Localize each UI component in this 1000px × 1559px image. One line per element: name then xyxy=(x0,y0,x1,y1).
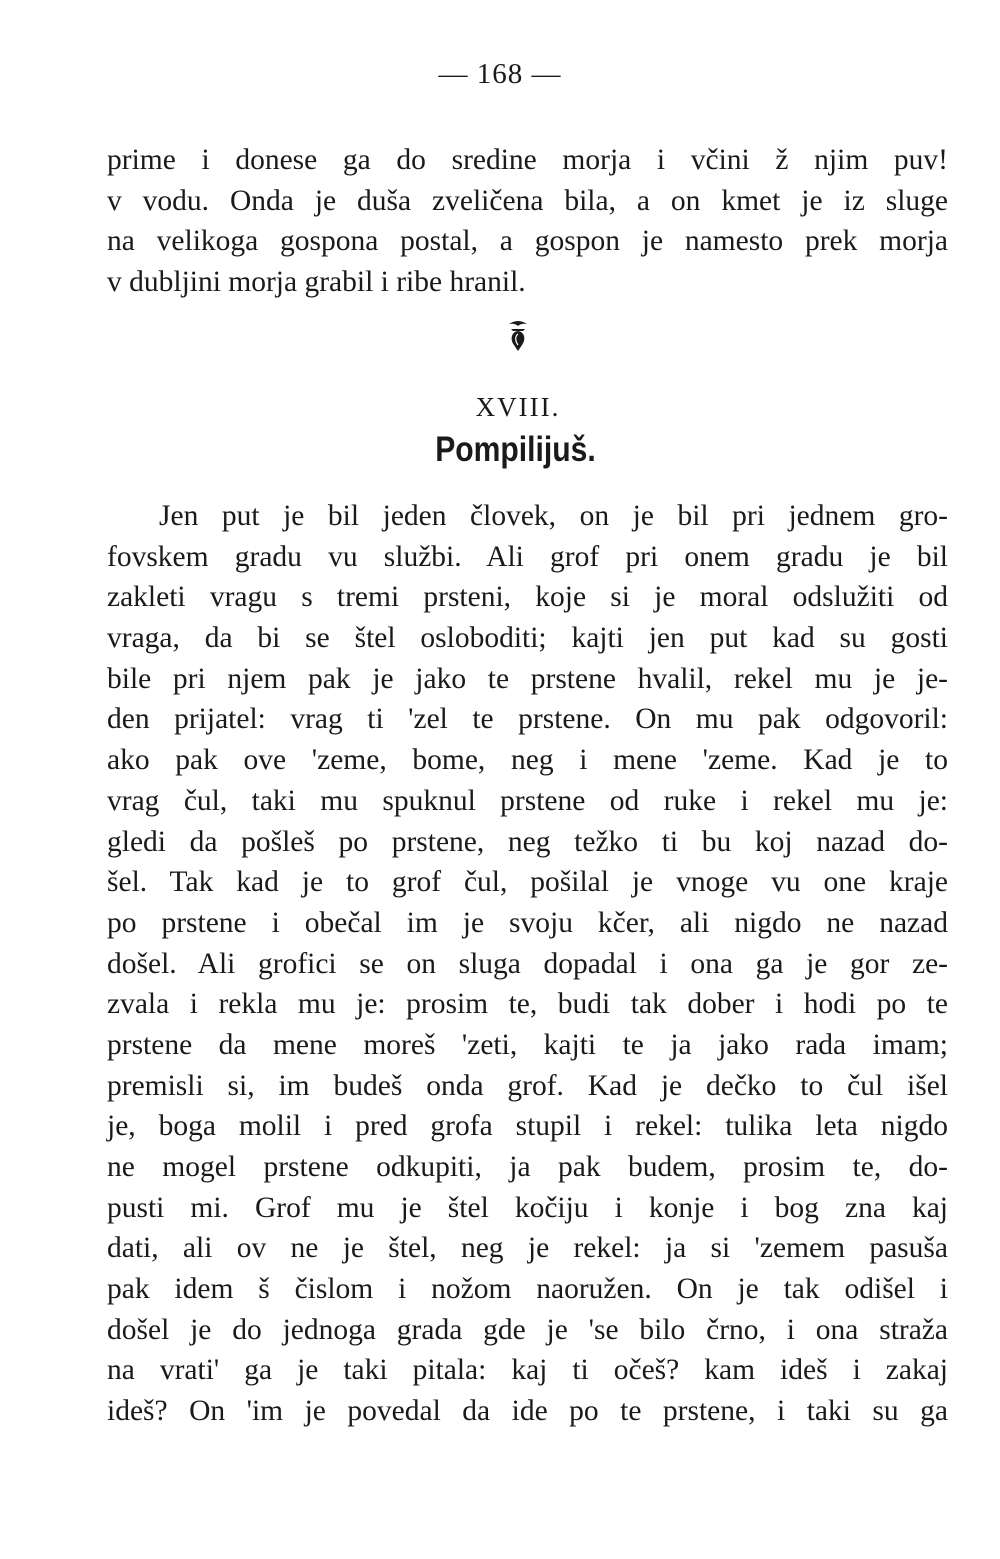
text-line: ne mogel prstene odkupiti, ja pak budem, prosim te, do- xyxy=(107,1151,948,1183)
text-line: na vrati' ga je taki pitala: kaj ti očeš? kam ideš i zakaj xyxy=(107,1354,948,1387)
page-number: — 168 — xyxy=(438,58,562,90)
text-line: prstene da mene moreš 'zeti, kajti te ja jako rada imam; xyxy=(107,1028,948,1061)
text-line: pak idem š čislom i nožom naoružen. On je tak odišel i xyxy=(107,1273,948,1306)
text-line: v vodu. Onda je duša zveličena bila, a on kmet je iz sluge xyxy=(107,184,948,217)
text-line: je, boga molil i pred grofa stupil i rekel: tulika leta nigdo xyxy=(107,1110,948,1143)
text-line: došel. Ali grofici se on sluga dopadal i ona ga je gor ze- xyxy=(107,947,948,980)
text-line: vraga, da bi se štel osloboditi; kajti jen put kad su gosti xyxy=(107,622,948,655)
text-line: na velikoga gospona postal, a gospon je namesto prek morja xyxy=(107,225,948,258)
text-line: po prstene i obečal im je svoju kčer, ali nigdo ne nazad xyxy=(107,906,948,939)
text-line: zakleti vragu s tremi prsteni, koje si je moral odslužiti od xyxy=(107,581,948,614)
floral-ornament-icon xyxy=(507,318,529,352)
main-paragraph xyxy=(107,496,948,1432)
text-line: fovskem gradu vu službi. Ali grof pri onem gradu je bil xyxy=(107,540,948,573)
text-line: premisli si, im budeš onda grof. Kad je dečko to čul išel xyxy=(107,1069,948,1102)
text-line: vrag čul, taki mu spuknul prstene od ruke i rekel mu je: xyxy=(107,784,948,817)
text-line: v dubljini morja grabil i ribe hranil. xyxy=(107,266,526,299)
text-line: bile pri njem pak je jako te prstene hvalil, rekel mu je je- xyxy=(107,662,948,695)
chapter-title: Pompilijuš. xyxy=(435,430,596,469)
text-line: ideš? On 'im je povedal da ide po te prstene, i taki su ga xyxy=(107,1395,948,1428)
text-line: gledi da pošleš po prstene, neg težko ti bu koj nazad do- xyxy=(107,825,948,858)
chapter-number: XVIII. xyxy=(475,392,561,422)
text-line: den prijatel: vrag ti 'zel te prstene. On mu pak odgovoril: xyxy=(107,703,948,736)
text-line: dati, ali ov ne je štel, neg je rekel: ja si 'zemem pasuša xyxy=(107,1232,948,1265)
text-line: šel. Tak kad je to grof čul, pošilal je vnoge vu one kraje xyxy=(107,866,948,899)
text-line: zvala i rekla mu je: prosim te, budi tak dober i hodi po te xyxy=(107,988,948,1021)
text-line: prime i donese ga do sredine morja i včini ž njim puv! xyxy=(107,144,948,176)
text-line: Jen put je bil jeden človek, on je bil pri jednem gro- xyxy=(159,500,948,532)
text-line: došel je do jednoga grada gde je 'se bilo črno, i ona straža xyxy=(107,1313,948,1346)
top-paragraph xyxy=(107,140,948,303)
text-line: ako pak ove 'zeme, bome, neg i mene 'zeme. Kad je to xyxy=(107,744,948,777)
text-line: pusti mi. Grof mu je štel kočiju i konje i bog zna kaj xyxy=(107,1191,948,1224)
